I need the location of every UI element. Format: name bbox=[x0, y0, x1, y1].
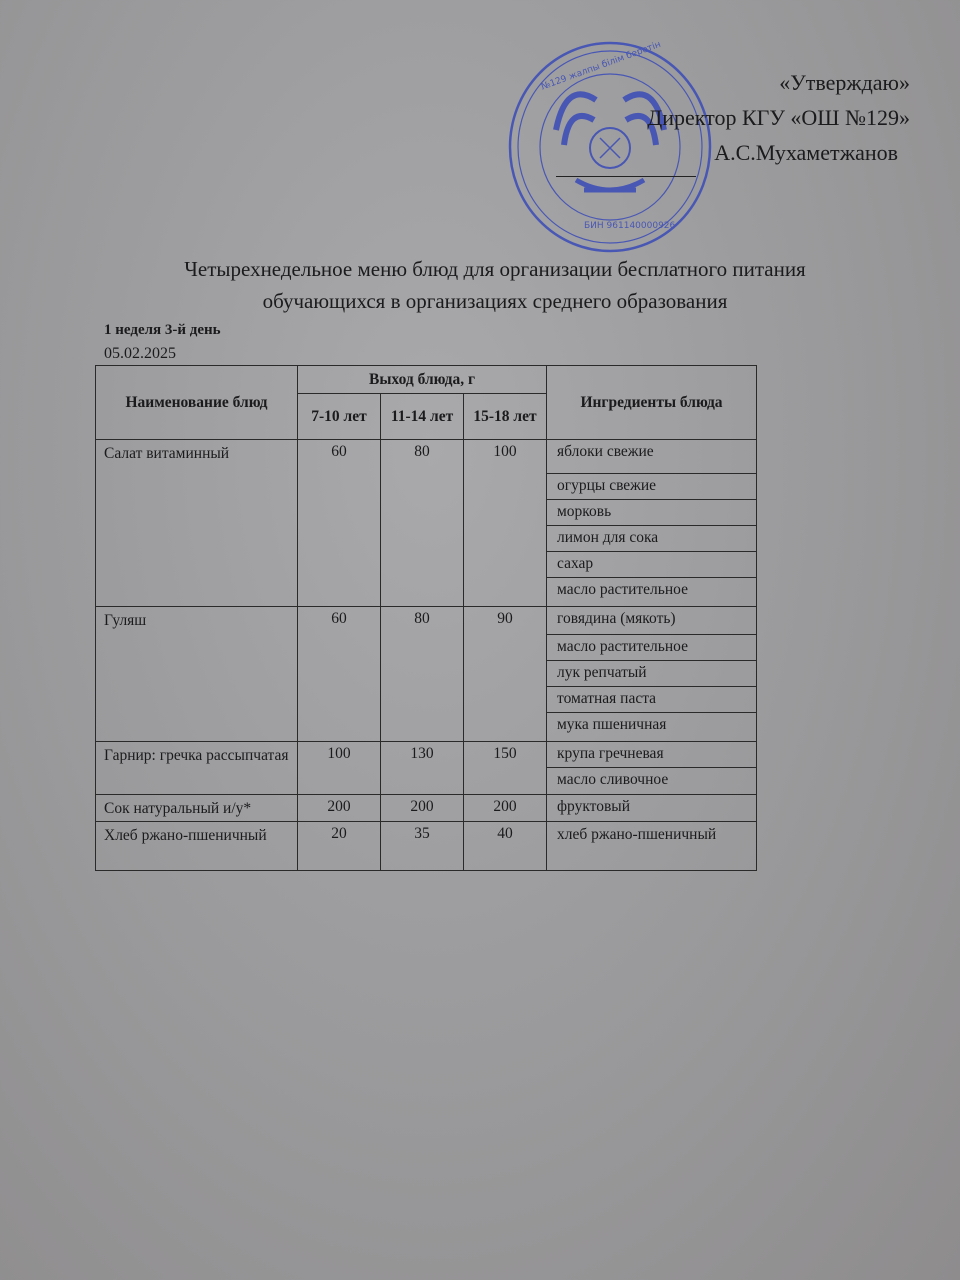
ingredient-item: говядина (мякоть) bbox=[547, 607, 756, 635]
approval-heading: «Утверждаю» bbox=[779, 70, 910, 95]
ingredient-list bbox=[547, 795, 756, 821]
header-yield: Выход блюда, г bbox=[298, 366, 547, 394]
yield-11-14: 80 bbox=[414, 443, 430, 460]
ingredient-item: лимон для сока bbox=[547, 526, 756, 552]
yield-11-14: 200 bbox=[410, 798, 434, 815]
table-row bbox=[96, 607, 757, 742]
header-age-15-18: 15-18 лет bbox=[464, 394, 547, 440]
approval-block bbox=[647, 72, 910, 177]
dish-name: Гуляш bbox=[104, 612, 147, 629]
yield-15-18: 200 bbox=[493, 798, 517, 815]
ingredient-item: фруктовый bbox=[557, 798, 631, 815]
signature-line bbox=[556, 176, 696, 177]
ingredient-item: масло растительное bbox=[547, 635, 756, 661]
yield-7-10: 200 bbox=[327, 798, 351, 815]
svg-text:БИН 961140000926: БИН 961140000926 bbox=[584, 221, 676, 231]
header-age-11-14: 11-14 лет bbox=[381, 394, 464, 440]
yield-7-10: 60 bbox=[331, 443, 347, 460]
header-ingredients: Ингредиенты блюда bbox=[547, 366, 757, 440]
ingredient-item: масло сливочное bbox=[557, 771, 669, 788]
dish-name: Сок натуральный и/у* bbox=[104, 800, 252, 817]
ingredient-item: яблоки свежие bbox=[547, 440, 756, 474]
header-dish-name: Наименование блюд bbox=[96, 366, 298, 440]
dish-name: Салат витаминный bbox=[104, 445, 230, 462]
table-row bbox=[96, 795, 757, 822]
ingredient-list bbox=[547, 607, 756, 741]
ingredient-item: морковь bbox=[547, 500, 756, 526]
menu-table bbox=[95, 365, 757, 871]
ingredient-list bbox=[547, 440, 756, 606]
yield-15-18: 100 bbox=[493, 443, 517, 460]
title-line-2: обучающихся в организациях среднего образования bbox=[262, 289, 728, 313]
title-line-1: Четырехнедельное меню блюд для организации бесплатного питания bbox=[184, 257, 806, 281]
table-row bbox=[96, 440, 757, 607]
table-row bbox=[96, 822, 757, 871]
week-day-label: 1 неделя 3-й день bbox=[104, 322, 221, 338]
yield-11-14: 35 bbox=[414, 825, 430, 842]
ingredient-item: огурцы свежие bbox=[547, 474, 756, 500]
yield-11-14: 130 bbox=[410, 745, 434, 762]
document-title bbox=[0, 253, 960, 317]
dish-name: Хлеб ржано-пшеничный bbox=[104, 827, 267, 844]
yield-15-18: 90 bbox=[497, 610, 513, 627]
ingredient-item: мука пшеничная bbox=[557, 716, 667, 733]
ingredient-item: сахар bbox=[547, 552, 756, 578]
dish-name: Гарнир: гречка рассыпчатая bbox=[104, 747, 289, 764]
ingredient-item: крупа гречневая bbox=[547, 742, 756, 768]
menu-date: 05.02.2025 bbox=[104, 345, 176, 362]
table-row bbox=[96, 742, 757, 795]
svg-text:№129 жалпы білім беретін: №129 жалпы білім беретін bbox=[539, 40, 663, 93]
header-age-7-10: 7-10 лет bbox=[298, 394, 381, 440]
approver-position: Директор КГУ «ОШ №129» bbox=[647, 105, 910, 130]
ingredient-item: томатная паста bbox=[547, 687, 756, 713]
yield-15-18: 40 bbox=[497, 825, 513, 842]
ingredient-list bbox=[547, 742, 756, 794]
ingredient-list bbox=[547, 822, 756, 870]
yield-7-10: 100 bbox=[327, 745, 351, 762]
yield-7-10: 20 bbox=[331, 825, 347, 842]
approver-name: А.С.Мухаметжанов bbox=[714, 140, 898, 165]
ingredient-item: лук репчатый bbox=[547, 661, 756, 687]
yield-11-14: 80 bbox=[414, 610, 430, 627]
ingredient-item: хлеб ржано-пшеничный bbox=[557, 826, 717, 843]
yield-7-10: 60 bbox=[331, 610, 347, 627]
yield-15-18: 150 bbox=[493, 745, 517, 762]
ingredient-item: масло растительное bbox=[557, 581, 688, 598]
